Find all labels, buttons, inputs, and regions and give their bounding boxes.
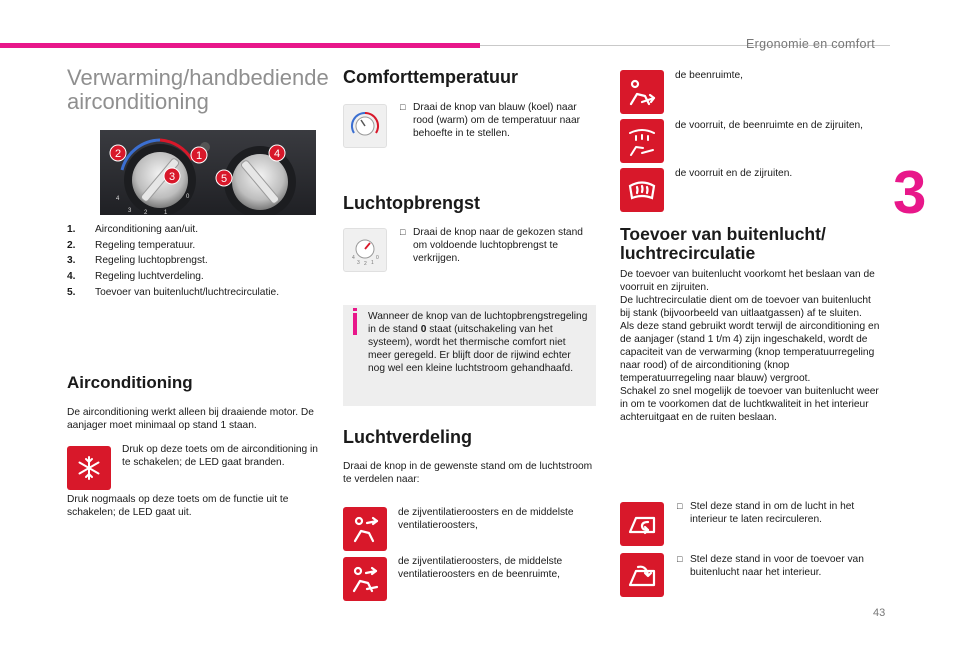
aircon-intro: De airconditioning werkt alleen bij draaiende motor. De aanjager moet minimaal op stand 1 staan. [67,407,314,431]
flow-bullet: □ Draai de knop naar de gekozen stand om voldoende luchtopbrengst te verkrijgen. [400,227,583,264]
fresh-air-icon [620,553,664,597]
temperature-dial-icon [343,104,387,148]
vent-face-icon [343,507,387,551]
comfort-heading: Comforttemperatuur [343,67,519,87]
header-accent-bar [0,43,480,48]
control-panel-illustration [100,130,316,215]
distribution-item-5: de voorruit en de zijruiten. [675,168,793,179]
dial-mark-3: 3 [128,208,132,214]
dial-mark-2: 2 [144,210,148,215]
distribution-item-4: de voorruit, de beenruimte en de zijruiten, [675,120,864,131]
svg-text:4: 4 [273,148,281,160]
aircon-press-text: Druk op deze toets om de airconditioning in te schakelen; de LED gaat branden. [122,444,318,468]
distribution-item-2: de zijventilatieroosters, de middelste ventilatieroosters en de beenruimte, [398,556,563,580]
page-title-line1: Verwarming/handbediende [67,65,329,90]
distribution-item-3: de beenruimte, [675,70,743,81]
page-title [67,66,332,114]
fan-mark-4: 4 [352,255,355,261]
recirculation-icon [620,502,664,546]
snowflake-icon [67,446,111,490]
control-panel-photo [100,130,316,215]
recirc-bullet: □ Stel deze stand in om de lucht in het interieur te laten recirculeren. [677,501,855,525]
chapter-number: 3 [893,159,927,226]
svg-text:3: 3 [168,171,176,183]
svg-text:5: 5 [220,173,228,185]
aircon-press-again-text: Druk nogmaals op deze toets om de functie uit te schakelen; de LED gaat uit. [67,494,289,518]
callout-1 [191,147,207,163]
section-title: Ergonomie en comfort [746,37,875,51]
defrost-icon [620,168,664,212]
distribution-heading: Luchtverdeling [343,427,473,447]
distribution-item-1: de zijventilatieroosters en de middelste ventilatieroosters, [398,507,574,531]
recirc-body: De toevoer van buitenlucht voorkomt het beslaan van de voorruit en zijruiten. De luchtrecirculatie dient om de toevoer van buitenlucht bij stank (bijvoorbeeld van uitlaatgassen) af te sluiten. Als deze stand gebruikt wordt terwijl de airconditioning en de aanjager (stand 1 t/m 4) zijn ingeschakeld, wordt de capaciteit van de verwarming (knop temperatuurregeling naar rood) of de airconditioning (knop temperatuurregeling naar blauw) vergroot. Schakel zo snel mogelijk de toevoer van buitenlucht weer in om te voorkomen dat de luchtkwaliteit in het interieur achteruitgaat en de ruiten beslaan. [620,269,880,423]
comfort-bullet: □ Draai de knop van blauw (koel) naar rood (warm) om de temperatuur naar behoefte in te stellen. [400,102,581,139]
callout-2 [110,145,126,161]
legend-item: 2. Regeling temperatuur. [67,239,196,251]
info-icon [353,313,357,335]
info-icon-dot [353,308,357,311]
page-title-line2: airconditioning [67,89,209,114]
fan-mark-2: 2 [364,261,367,267]
callout-3 [164,168,180,184]
fresh-air-bullet: □ Stel deze stand in voor de toevoer van buitenlucht naar het interieur. [677,554,864,578]
dial-mark-1: 1 [164,210,168,215]
fan-mark-3: 3 [357,260,360,266]
svg-text:2: 2 [114,148,122,160]
legend-list [67,222,327,301]
fan-speed-dial-icon [343,228,387,272]
callout-5 [216,170,232,186]
legend-item: 4. Regeling luchtverdeling. [67,271,204,283]
legend-item: 5. Toevoer van buitenlucht/luchtrecirculatie. [67,286,280,298]
vent-face-feet-icon [343,557,387,601]
aircon-heading: Airconditioning [67,373,193,392]
distribution-intro: Draai de knop in de gewenste stand om de luchtstroom te verdelen naar: [343,461,593,485]
vent-windscreen-feet-icon [620,119,664,163]
info-box [343,305,596,406]
legend-item: 1. Airconditioning aan/uit. [67,224,199,235]
dial-mark-0: 0 [186,194,190,200]
svg-text:1: 1 [195,150,203,162]
fan-mark-0: 0 [376,255,379,261]
recirc-heading: Toevoer van buitenlucht/ luchtrecirculatie [620,224,826,263]
flow-heading: Luchtopbrengst [343,193,480,213]
fan-mark-1: 1 [371,260,374,266]
dial-mark-4: 4 [116,196,120,202]
legend-item: 3. Regeling luchtopbrengst. [67,255,208,267]
info-text: Wanneer de knop van de luchtopbrengstregeling in de stand 0 staat (uitschakeling van het systeem), wordt het thermische comfort niet meer geregeld. Er blijft door de rijwind echter nog wel een kleine luchtstroom gehandhaafd. [368,311,588,374]
callout-4 [269,145,285,161]
vent-feet-icon [620,70,664,114]
page-number: 43 [873,607,886,619]
